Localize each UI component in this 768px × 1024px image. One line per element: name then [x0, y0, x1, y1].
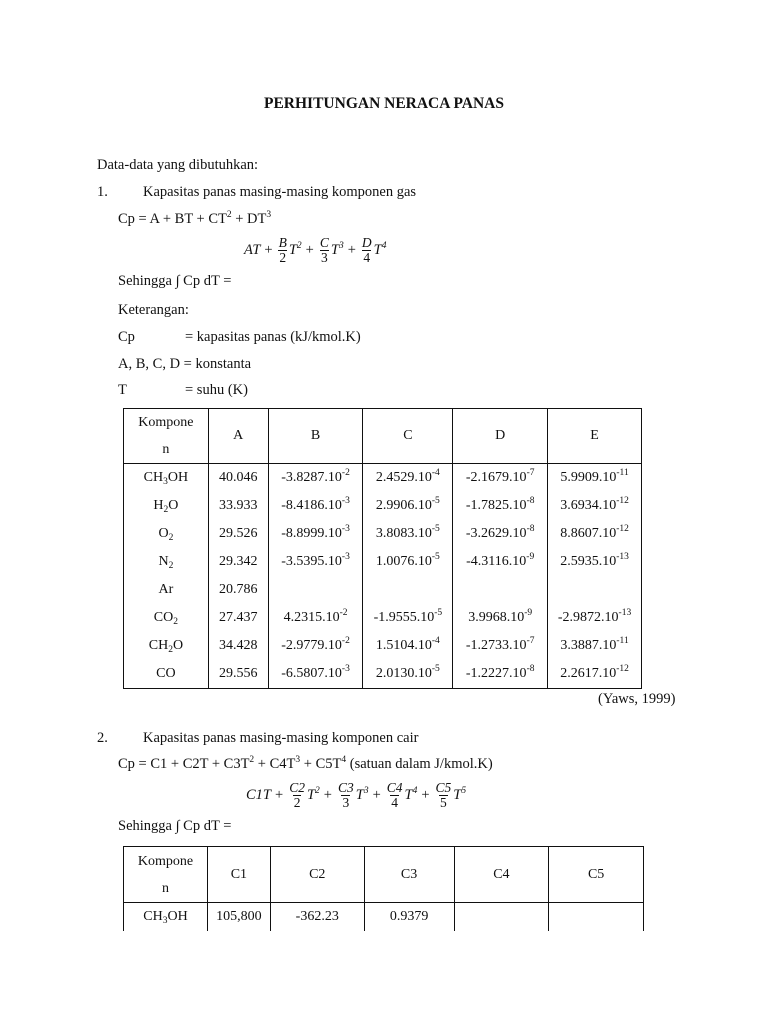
- value-d: $-1.7825.10^{-8}$: [453, 492, 548, 520]
- sehingga-liquid: Sehingga ∫ Cp dT =: [118, 818, 232, 834]
- component-name: $CO_2$: [124, 604, 209, 632]
- value-b: [268, 576, 363, 604]
- value-c: $1.5104.10^{-4}$: [363, 632, 453, 660]
- section1-number: 1.: [97, 184, 108, 200]
- value-e: [548, 576, 642, 604]
- cp-symbol: Cp: [118, 329, 135, 345]
- value-e: $2.2617.10^{-12}$: [548, 660, 642, 689]
- value-c2: -362.23: [270, 903, 364, 932]
- table-row: [124, 492, 642, 520]
- intro-text: Data-data yang dibutuhkan:: [97, 157, 259, 173]
- section2-number: 2.: [97, 730, 108, 746]
- value-c4: [454, 903, 549, 932]
- value-b: $-2.9779.10^{-2}$: [268, 632, 363, 660]
- value-a: 29.526: [208, 520, 268, 548]
- value-a: 33.933: [208, 492, 268, 520]
- cp-liquid-equation: $Cp = C1 + C2T + C3T^2 + C4T^3 + C5T^4$ (satuan dalam J/kmol.K): [118, 755, 493, 772]
- value-c3: 0.9379: [364, 903, 454, 932]
- table-row: [124, 660, 642, 689]
- value-e: $2.5935.10^{-13}$: [548, 548, 642, 576]
- value-b: $-3.5395.10^{-3}$: [268, 548, 363, 576]
- value-a: 27.437: [208, 604, 268, 632]
- component-name: Ar: [124, 576, 209, 604]
- value-a: 20.786: [208, 576, 268, 604]
- component-name: $N_2$: [124, 548, 209, 576]
- integral-formula-liquid: C1T + $\frac{C2}{2}$ $T^2$ + $\frac{C3}{3}$ $T^3$ + $\frac{C4}{4}$ $T^4$ + $\frac{C5}{5}$ $T^5$: [246, 780, 467, 811]
- value-e: $3.6934.10^{-12}$: [548, 492, 642, 520]
- table-row: [124, 548, 642, 576]
- header-komponen: Kompone n: [124, 847, 208, 903]
- sehingga-gas: Sehingga ∫ Cp dT =: [118, 273, 232, 289]
- value-c5: [549, 903, 644, 932]
- table-row: [124, 903, 644, 932]
- table-header-row: [124, 847, 644, 903]
- component-name: $CH_2O$: [124, 632, 209, 660]
- value-d: $-4.3116.10^{-9}$: [453, 548, 548, 576]
- value-b: $-6.5807.10^{-3}$: [268, 660, 363, 689]
- table-row: [124, 576, 642, 604]
- header-b: B: [268, 409, 363, 464]
- value-d: $-3.2629.10^{-8}$: [453, 520, 548, 548]
- header-c: C: [363, 409, 453, 464]
- component-name: $O_2$: [124, 520, 209, 548]
- header-c4: C4: [454, 847, 549, 903]
- table-header-row: [124, 409, 642, 464]
- value-e: $-2.9872.10^{-13}$: [548, 604, 642, 632]
- header-e: E: [548, 409, 642, 464]
- value-a: 34.428: [208, 632, 268, 660]
- header-d: D: [453, 409, 548, 464]
- table-row: [124, 632, 642, 660]
- page-title: PERHITUNGAN NERACA PANAS: [264, 95, 504, 112]
- abcd-definition: A, B, C, D = konstanta: [118, 356, 252, 372]
- value-b: $4.2315.10^{-2}$: [268, 604, 363, 632]
- value-a: 29.342: [208, 548, 268, 576]
- header-c3: C3: [364, 847, 454, 903]
- header-a: A: [208, 409, 268, 464]
- value-d: $3.9968.10^{-9}$: [453, 604, 548, 632]
- value-a: 40.046: [208, 464, 268, 493]
- value-b: $-8.4186.10^{-3}$: [268, 492, 363, 520]
- header-c1: C1: [207, 847, 270, 903]
- component-name: $CH_3OH$: [124, 464, 209, 493]
- gas-heat-capacity-table: [123, 408, 642, 689]
- t-symbol: T: [118, 382, 127, 398]
- component-name: $H_2O$: [124, 492, 209, 520]
- header-c2: C2: [270, 847, 364, 903]
- integral-formula-gas: AT + $\frac{B}{2}$ $T^2$ + $\frac{C}{3}$ $T^3$ + $\frac{D}{4}$ $T^4$: [244, 235, 387, 266]
- value-c1: 105,800: [207, 903, 270, 932]
- value-c: $-1.9555.10^{-5}$: [363, 604, 453, 632]
- table-row: [124, 604, 642, 632]
- value-d: $-1.2227.10^{-8}$: [453, 660, 548, 689]
- cp-definition: = kapasitas panas (kJ/kmol.K): [185, 329, 361, 345]
- component-name: CO: [124, 660, 209, 689]
- t-definition: = suhu (K): [185, 382, 248, 398]
- table-row: [124, 464, 642, 493]
- value-d: [453, 576, 548, 604]
- value-c: $2.4529.10^{-4}$: [363, 464, 453, 493]
- value-c: $3.8083.10^{-5}$: [363, 520, 453, 548]
- value-c: [363, 576, 453, 604]
- liquid-heat-capacity-table: [123, 846, 644, 931]
- value-a: 29.556: [208, 660, 268, 689]
- value-d: $-2.1679.10^{-7}$: [453, 464, 548, 493]
- value-c: $2.0130.10^{-5}$: [363, 660, 453, 689]
- section2-heading: Kapasitas panas masing-masing komponen cair: [143, 730, 419, 746]
- value-c: $1.0076.10^{-5}$: [363, 548, 453, 576]
- value-e: $3.3887.10^{-11}$: [548, 632, 642, 660]
- table-source: (Yaws, 1999): [598, 691, 676, 707]
- value-e: $5.9909.10^{-11}$: [548, 464, 642, 493]
- value-b: $-8.8999.10^{-3}$: [268, 520, 363, 548]
- value-e: $8.8607.10^{-12}$: [548, 520, 642, 548]
- keterangan-label: Keterangan:: [118, 302, 189, 318]
- value-c: $2.9906.10^{-5}$: [363, 492, 453, 520]
- cp-equation: Cp = A + BT + $CT^2 + DT^3$: [118, 210, 272, 227]
- header-komponen: Kompone n: [124, 409, 209, 464]
- value-b: $-3.8287.10^{-2}$: [268, 464, 363, 493]
- section1-heading: Kapasitas panas masing-masing komponen gas: [143, 184, 417, 200]
- component-name: $CH_3OH$: [124, 903, 208, 932]
- value-d: $-1.2733.10^{-7}$: [453, 632, 548, 660]
- header-c5: C5: [549, 847, 644, 903]
- table-row: [124, 520, 642, 548]
